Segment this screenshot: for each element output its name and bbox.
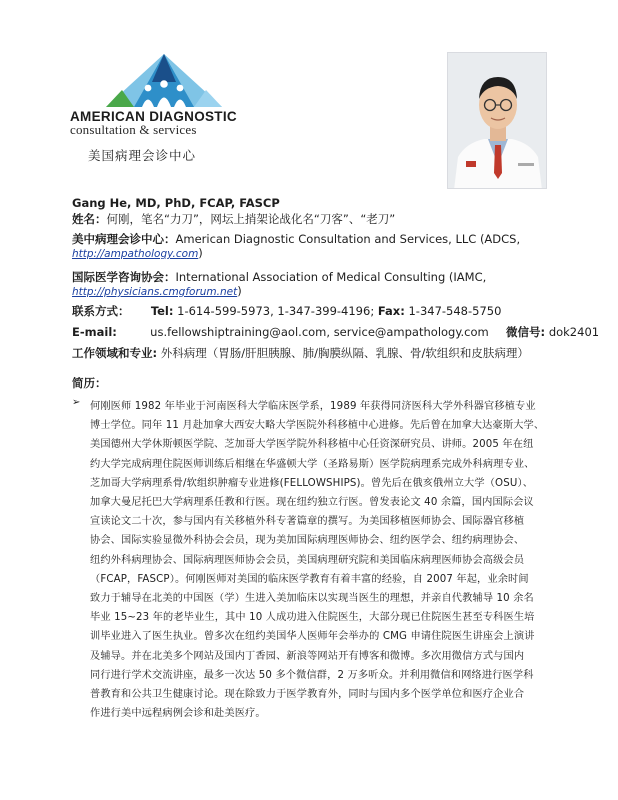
bio-line: 约大学完成病理住院医师训练后相继在华盛顿大学（圣路易斯）医学院病理系完成外科病理专业、 bbox=[90, 458, 535, 470]
organization-logo bbox=[70, 52, 270, 164]
bio-line: 毕业 15~23 年的老毕业生，其中 10 人成功进入住院医生，大部分现已住院医生甚至专科医生培 bbox=[90, 612, 535, 624]
adcs-label: 美中病理会诊中心： bbox=[72, 232, 176, 246]
contact-label: 联系方式： bbox=[72, 304, 130, 318]
bio-line: 普教育和公共卫生健康讨论。现在除致力于医学教育外，同时与国内多个医学单位和医疗企业合 bbox=[90, 689, 525, 701]
logo-title: AMERICAN DIAGNOSTIC bbox=[70, 109, 237, 124]
bio-line: 加拿大曼尼托巴大学病理系任教和行医。现在纽约独立行医。曾发表论文 40 余篇，国内国际会议 bbox=[90, 497, 534, 509]
bio-line: 及辅导。并在北美多个网站及国内丁香园、新浪等网站开有博客和微博。多次用微信方式与国内 bbox=[90, 650, 525, 662]
tel-value: 1-614-599-5973, 1-347-399-4196; bbox=[177, 304, 375, 318]
bio-line: （FCAP，FASCP）。何刚医师对美国的临床医学教育有着丰富的经验，自 2007 年起，业余时间 bbox=[90, 573, 529, 585]
bio-line: 作进行美中远程病例会诊和赴美医疗。 bbox=[90, 708, 266, 720]
iamc-link[interactable]: http://physicians.cmgforum.net bbox=[72, 286, 238, 298]
fax-label: Fax: bbox=[377, 304, 405, 318]
alias-value: 何刚，笔名“力刀”，网坛上捎架论战化名“刀客”、“老刀” bbox=[106, 212, 396, 226]
bio-heading: 简历： bbox=[72, 376, 107, 390]
logo-chinese-name: 美国病理会诊中心 bbox=[88, 148, 197, 163]
iamc-close: ) bbox=[237, 284, 242, 298]
wechat-label: 微信号: bbox=[506, 325, 546, 339]
field-label: 工作领域和专业: bbox=[72, 346, 158, 360]
alias-label: 姓名： bbox=[72, 212, 107, 226]
bio-paragraph bbox=[90, 397, 562, 723]
bio-line: 宣读论文二十次，参与国内有关移植外科专著篇章的撰写。为美国移植医师协会、国际器官移植 bbox=[90, 516, 525, 528]
bio-line: 美国德州大学休斯顿医学院、芝加哥大学医学院外科移植中心任资深研究员、讲师。2005 年在纽 bbox=[90, 439, 534, 451]
bio-line: 何刚医师 1982 年毕业于河南医科大学临床医学系，1989 年获得同济医科大学外科器官移植专业 bbox=[90, 401, 536, 412]
adcs-link[interactable]: http://ampathology.com bbox=[72, 248, 199, 260]
bio-line: 博士学位。同年 11 月赴加拿大西安大略大学医院外科移植中心进修。先后曾在加拿大达豪斯大学、 bbox=[90, 420, 545, 432]
pyramid-people-logo-icon bbox=[104, 52, 224, 108]
email-line bbox=[72, 325, 599, 340]
adcs-line bbox=[72, 232, 520, 247]
bio-line: 致力于辅导在北美的中国医（学）生进入美加临床以实现当医生的理想，并亲自代教辅导 10 余名 bbox=[90, 593, 534, 605]
iamc-url-line bbox=[72, 284, 242, 300]
fax-value: 1-347-548-5750 bbox=[408, 304, 502, 318]
bullet-arrow-icon: ➢ bbox=[72, 397, 81, 408]
iamc-label: 国际医学咨询协会： bbox=[72, 270, 176, 284]
adcs-close: ) bbox=[198, 246, 203, 260]
adcs-url-line bbox=[72, 246, 203, 262]
field-line bbox=[72, 346, 529, 361]
portrait-icon bbox=[448, 53, 547, 189]
wechat-value: dok2401 bbox=[548, 325, 600, 339]
bio-line: 同行进行学术交流讲座，最多一次达 50 多个微信群，2 万多听众。并利用微信和网络进行医学科 bbox=[90, 669, 534, 681]
tel-label: Tel: bbox=[150, 304, 174, 318]
bio-line: 训毕业进入了医生执业。曾多次在纽约美国华人医师年会举办的 CMG 申请住院医生讲座会上演讲 bbox=[90, 631, 535, 643]
contact-line bbox=[72, 304, 501, 319]
email-value[interactable]: us.fellowshiptraining@aol.com, service@ampathology.com bbox=[150, 325, 489, 339]
name-credentials: Gang He, MD, PhD, FCAP, FASCP bbox=[72, 196, 280, 210]
field-value: 外科病理（胃肠/肝胆胰腺、肺/胸膜纵隔、乳腺、骨/软组织和皮肤病理） bbox=[160, 346, 529, 360]
alias-line bbox=[72, 212, 395, 227]
bio-line: 纽约外科病理协会、国际病理医师协会会员，美国病理研究院和美国临床病理医师协会高级会员 bbox=[90, 554, 525, 566]
bio-section bbox=[72, 397, 562, 723]
logo-subtitle: consultation & services bbox=[70, 122, 197, 137]
bio-line: 芝加哥大学病理系骨/软组织肿瘤专业进修(FELLOWSHIPS)。曾先后在俄亥俄州立大学（OSU）、 bbox=[90, 477, 534, 489]
adcs-text: American Diagnostic Consultation and Services, LLC (ADCS, bbox=[175, 232, 521, 246]
email-label: E-mail: bbox=[72, 325, 117, 339]
bio-line: 协会、国际实验显微外科协会会员，现为美加国际病理医师协会、纽约医学会、纽约病理协会、 bbox=[90, 535, 525, 547]
portrait-photo bbox=[447, 52, 547, 189]
iamc-line bbox=[72, 270, 486, 285]
iamc-text: International Association of Medical Consulting (IAMC, bbox=[175, 270, 487, 284]
